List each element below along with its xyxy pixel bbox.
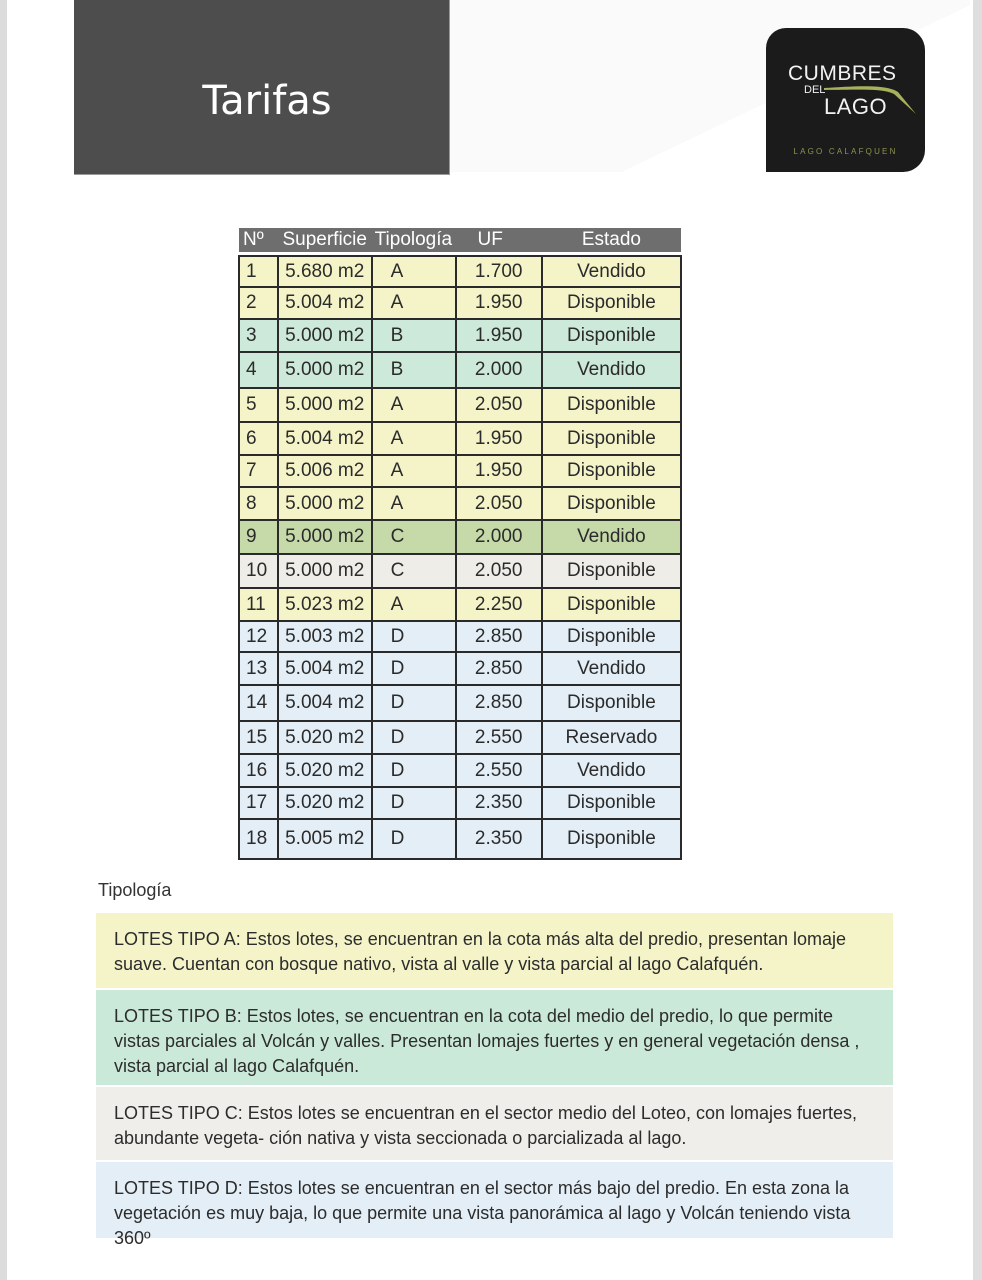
cell-tipologia: C xyxy=(372,554,456,588)
cell-numero: 9 xyxy=(239,520,278,554)
cell-superficie: 5.000 m2 xyxy=(278,554,372,588)
cell-estado: Vendido xyxy=(542,520,681,554)
tipologia-box-a: LOTES TIPO A: Estos lotes, se encuentran en la cota más alta del predio, presentan lomaje suave. Cuentan con bosque nativo, vista al valle y vista parcial al lago Calafquén. xyxy=(96,913,893,988)
cell-numero: 12 xyxy=(239,621,278,652)
cell-uf: 2.250 xyxy=(456,588,542,621)
cell-estado: Disponible xyxy=(542,487,681,520)
logo xyxy=(766,28,925,172)
cell-superficie: 5.000 m2 xyxy=(278,520,372,554)
page-edge-left xyxy=(0,0,7,1280)
cell-estado: Vendido xyxy=(542,652,681,685)
cell-superficie: 5.023 m2 xyxy=(278,588,372,621)
cell-superficie: 5.004 m2 xyxy=(278,287,372,319)
cell-uf: 2.850 xyxy=(456,685,542,721)
cell-estado: Disponible xyxy=(542,588,681,621)
cell-numero: 18 xyxy=(239,819,278,859)
table-row xyxy=(239,554,681,588)
cell-uf: 1.950 xyxy=(456,287,542,319)
table-row xyxy=(239,685,681,721)
cell-uf: 2.850 xyxy=(456,652,542,685)
table-row xyxy=(239,787,681,819)
table-row xyxy=(239,319,681,352)
cell-tipologia: A xyxy=(372,455,456,487)
cell-tipologia: B xyxy=(372,352,456,388)
tipologia-label: Tipología xyxy=(98,880,172,900)
table-row xyxy=(239,422,681,455)
header-superficie: Superficie xyxy=(278,228,372,252)
cell-estado: Disponible xyxy=(542,819,681,859)
cell-estado: Vendido xyxy=(542,754,681,787)
cell-superficie: 5.004 m2 xyxy=(278,685,372,721)
cell-estado: Disponible xyxy=(542,787,681,819)
cell-estado: Disponible xyxy=(542,685,681,721)
table-row xyxy=(239,652,681,685)
cell-superficie: 5.680 m2 xyxy=(278,256,372,287)
cell-superficie: 5.004 m2 xyxy=(278,422,372,455)
logo-tagline: LAGO CALAFQUEN xyxy=(793,147,898,156)
cell-superficie: 5.020 m2 xyxy=(278,787,372,819)
cell-numero: 14 xyxy=(239,685,278,721)
cell-numero: 17 xyxy=(239,787,278,819)
cell-tipologia: A xyxy=(372,388,456,422)
page-title: Tarifas xyxy=(202,78,332,124)
tipologia-box-d: LOTES TIPO D: Estos lotes se encuentran en el sector más bajo del predio. En esta zona la vegetación es muy baja, lo que permite una vista panorámica al lago y Volcán teniendo vista 360º xyxy=(96,1162,893,1238)
cell-tipologia: B xyxy=(372,319,456,352)
tipologia-box-c: LOTES TIPO C: Estos lotes se encuentran en el sector medio del Loteo, con lomajes fuertes, abundante vegeta- ción nativa y vista seccionada o parcializada al lago. xyxy=(96,1087,893,1160)
cell-superficie: 5.000 m2 xyxy=(278,319,372,352)
cell-numero: 11 xyxy=(239,588,278,621)
tipologia-box-b: LOTES TIPO B: Estos lotes, se encuentran en la cota del medio del predio, lo que permite vistas parciales al Volcán y valles. Presentan lomajes fuertes y en general vegetación densa , vista parcial al lago Calafquén. xyxy=(96,990,893,1085)
cell-estado: Vendido xyxy=(542,352,681,388)
table-row xyxy=(239,621,681,652)
table-row xyxy=(239,588,681,621)
cell-numero: 10 xyxy=(239,554,278,588)
cell-tipologia: A xyxy=(372,487,456,520)
cell-uf: 2.350 xyxy=(456,787,542,819)
header-estado: Estado xyxy=(542,228,681,252)
cell-tipologia: D xyxy=(372,652,456,685)
cell-numero: 13 xyxy=(239,652,278,685)
cell-uf: 1.950 xyxy=(456,455,542,487)
cell-uf: 2.050 xyxy=(456,487,542,520)
table-header-row xyxy=(239,228,681,252)
cell-superficie: 5.005 m2 xyxy=(278,819,372,859)
cell-numero: 7 xyxy=(239,455,278,487)
cell-uf: 2.850 xyxy=(456,621,542,652)
cell-numero: 8 xyxy=(239,487,278,520)
cell-tipologia: D xyxy=(372,787,456,819)
cell-superficie: 5.004 m2 xyxy=(278,652,372,685)
cell-superficie: 5.000 m2 xyxy=(278,352,372,388)
cell-superficie: 5.003 m2 xyxy=(278,621,372,652)
cell-numero: 1 xyxy=(239,256,278,287)
cell-uf: 2.550 xyxy=(456,754,542,787)
logo-line2: DEL xyxy=(804,84,826,96)
tarifas-table xyxy=(238,228,682,860)
header-tipologia: Tipología xyxy=(372,228,456,252)
cell-uf: 2.550 xyxy=(456,721,542,754)
cell-tipologia: A xyxy=(372,287,456,319)
cell-uf: 1.700 xyxy=(456,256,542,287)
table-row xyxy=(239,520,681,554)
cell-uf: 2.050 xyxy=(456,388,542,422)
cell-uf: 2.000 xyxy=(456,352,542,388)
cell-tipologia: A xyxy=(372,256,456,287)
cell-numero: 6 xyxy=(239,422,278,455)
cell-estado: Disponible xyxy=(542,287,681,319)
logo-line1: CUMBRES xyxy=(788,62,897,85)
title-box xyxy=(74,0,450,175)
cell-estado: Reservado xyxy=(542,721,681,754)
cell-estado: Vendido xyxy=(542,256,681,287)
cell-uf: 2.000 xyxy=(456,520,542,554)
cell-numero: 16 xyxy=(239,754,278,787)
table-row xyxy=(239,352,681,388)
cell-tipologia: A xyxy=(372,588,456,621)
cell-uf: 1.950 xyxy=(456,422,542,455)
table-row xyxy=(239,487,681,520)
cell-numero: 5 xyxy=(239,388,278,422)
header-numero: Nº xyxy=(239,228,278,252)
logo-line3: LAGO xyxy=(824,94,888,119)
table-row xyxy=(239,721,681,754)
page-edge-right xyxy=(973,0,982,1280)
table-row xyxy=(239,256,681,287)
cell-numero: 15 xyxy=(239,721,278,754)
header-uf: UF xyxy=(456,228,542,252)
cell-estado: Disponible xyxy=(542,319,681,352)
cell-uf: 1.950 xyxy=(456,319,542,352)
cell-numero: 4 xyxy=(239,352,278,388)
cell-numero: 2 xyxy=(239,287,278,319)
cell-superficie: 5.020 m2 xyxy=(278,721,372,754)
cell-tipologia: D xyxy=(372,819,456,859)
cell-estado: Disponible xyxy=(542,455,681,487)
table-row xyxy=(239,754,681,787)
cell-numero: 3 xyxy=(239,319,278,352)
cell-uf: 2.350 xyxy=(456,819,542,859)
cell-tipologia: D xyxy=(372,685,456,721)
cell-estado: Disponible xyxy=(542,621,681,652)
cell-superficie: 5.000 m2 xyxy=(278,388,372,422)
table-row xyxy=(239,819,681,859)
cell-estado: Disponible xyxy=(542,388,681,422)
cell-uf: 2.050 xyxy=(456,554,542,588)
cell-estado: Disponible xyxy=(542,554,681,588)
cell-tipologia: A xyxy=(372,422,456,455)
cell-superficie: 5.000 m2 xyxy=(278,487,372,520)
table-row xyxy=(239,287,681,319)
cell-tipologia: D xyxy=(372,621,456,652)
cell-tipologia: C xyxy=(372,520,456,554)
cell-tipologia: D xyxy=(372,721,456,754)
table-row xyxy=(239,455,681,487)
cell-superficie: 5.020 m2 xyxy=(278,754,372,787)
table-row xyxy=(239,388,681,422)
cell-tipologia: D xyxy=(372,754,456,787)
table-body xyxy=(239,256,681,859)
cell-estado: Disponible xyxy=(542,422,681,455)
cell-superficie: 5.006 m2 xyxy=(278,455,372,487)
